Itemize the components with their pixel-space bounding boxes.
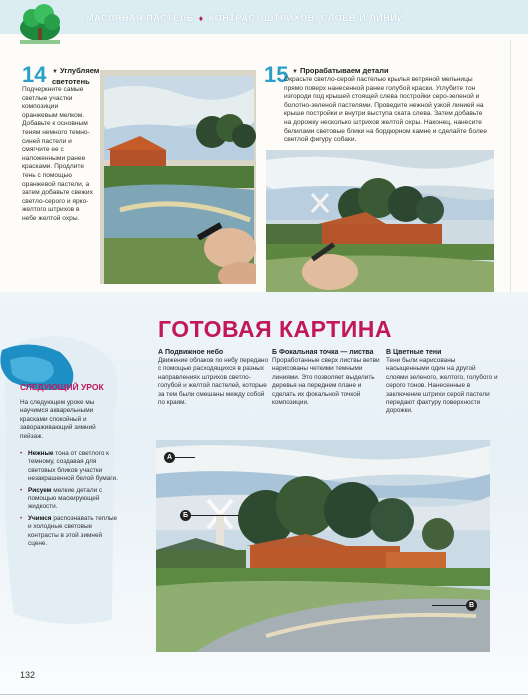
list-item-text: мелкие детали с помощью маскирующей жидкости. bbox=[28, 486, 103, 511]
marker-a: А bbox=[164, 452, 175, 463]
caption-c-body: Тени были нарисованы насыщенными один на другой слоями зеленого, желтого, голубого и серого тонов. Нанесенные в заключение штрихи серой пастели передают фактуру поверхности дорожки. bbox=[386, 357, 498, 415]
list-item-bold: Учимся bbox=[28, 514, 52, 522]
caption-a bbox=[158, 348, 270, 407]
list-item-bold: Нежные bbox=[28, 450, 54, 457]
tree-logo-icon bbox=[16, 2, 64, 44]
step-15-photo bbox=[266, 150, 494, 292]
next-lesson-title: СЛЕДУЮЩИЙ УРОК bbox=[20, 382, 104, 392]
caption-c-title: В Цветные тени bbox=[386, 349, 442, 356]
step-14-title bbox=[52, 66, 100, 86]
list-item bbox=[20, 487, 120, 512]
header-section: МАСЛЯНАЯ ПАСТЕЛЬ bbox=[86, 13, 194, 23]
header-topic: КОНТРАСТ ШТРИХОВ, СЛОЕВ И ЛИНИЙ bbox=[208, 13, 405, 23]
step-14-number: 14 bbox=[22, 62, 47, 87]
next-lesson-body: На следующем уроке мы научимся акварельными красками спокойный и завораживающий зимний пейзаж. bbox=[20, 399, 96, 440]
marker-b: Б bbox=[180, 510, 191, 521]
header-separator: ♦ bbox=[198, 14, 204, 23]
marker-a-line bbox=[175, 457, 195, 458]
list-item-text: тона от светлого к темному, создавая для световых бликов участки незакрашенной белой бумаги. bbox=[28, 450, 118, 483]
step-14-photo bbox=[100, 70, 256, 284]
caption-b-title: Б Фокальная точка — листва bbox=[272, 349, 374, 356]
marker-c: В bbox=[466, 600, 477, 611]
page-number: 132 bbox=[20, 670, 36, 680]
header-title bbox=[86, 13, 405, 23]
list-item bbox=[20, 515, 120, 549]
step-15-number: 15 bbox=[264, 62, 289, 87]
footer-rule bbox=[0, 694, 528, 695]
final-painting bbox=[156, 440, 490, 652]
final-picture-title: ГОТОВАЯ КАРТИНА bbox=[158, 316, 392, 342]
list-item-text: распознавать теплые и холодные световые контрасты в этой зимней сцене. bbox=[28, 514, 118, 548]
marker-b-line bbox=[191, 515, 239, 516]
list-item-bold: Рисуем bbox=[28, 486, 52, 494]
list-item bbox=[20, 450, 120, 484]
next-lesson-list bbox=[20, 450, 120, 551]
caption-a-body: Движение облаков по небу передано с помощью расходящихся в разных направлениях штрихов светло-голубой и желтой пастелей, которые за тем были смешаны между собой по краям. bbox=[158, 357, 268, 407]
triangle-icon: ▼ bbox=[292, 69, 298, 75]
step-15-title-text: Прорабатываем детали bbox=[299, 66, 389, 75]
caption-b-body: Проработанные сверх листвы ветви нарисованы четкими темными линиями. Это позволяет выделить деревья на переднем плане и сделать их фокальной точкой композиции. bbox=[272, 357, 380, 407]
step-14-body: Подчеркните самые светлые участки композиции оранжевым мелком. Добавьте к основным теням немного темно-синей пастели и смягчите ее с наложенными ранее красками. Продлите тень с помощью оранжевой пастели, а затем добавьте свежих светло-серого и ярко-желтого штрихов в небе желтой охры. bbox=[22, 86, 93, 222]
step-15-body: Окрасьте светло-серой пастелью крылья ветряной мельницы прямо поверх нанесенной ранее голубой краски. Углубите тон изгороди под крышей стоящей слева постройки серо-зеленой и болотно-зеленой пастелями. Проведите нежной узкой линией на крыше постройки и внутри выступа ската слева. Затем добавьте на дорожку несколько штрихов желтой охры. Наконец, нанесите белилами световые блики на бордюрном камне и сделайте более светлой фигуру собаки. bbox=[284, 76, 488, 144]
caption-b bbox=[272, 348, 384, 407]
marker-c-line bbox=[432, 605, 466, 606]
caption-a-title: А Подвижное небо bbox=[158, 349, 224, 356]
step-14-title-text: Углубляем светотень bbox=[52, 66, 100, 86]
caption-c bbox=[386, 348, 498, 416]
triangle-icon: ▼ bbox=[52, 69, 58, 75]
